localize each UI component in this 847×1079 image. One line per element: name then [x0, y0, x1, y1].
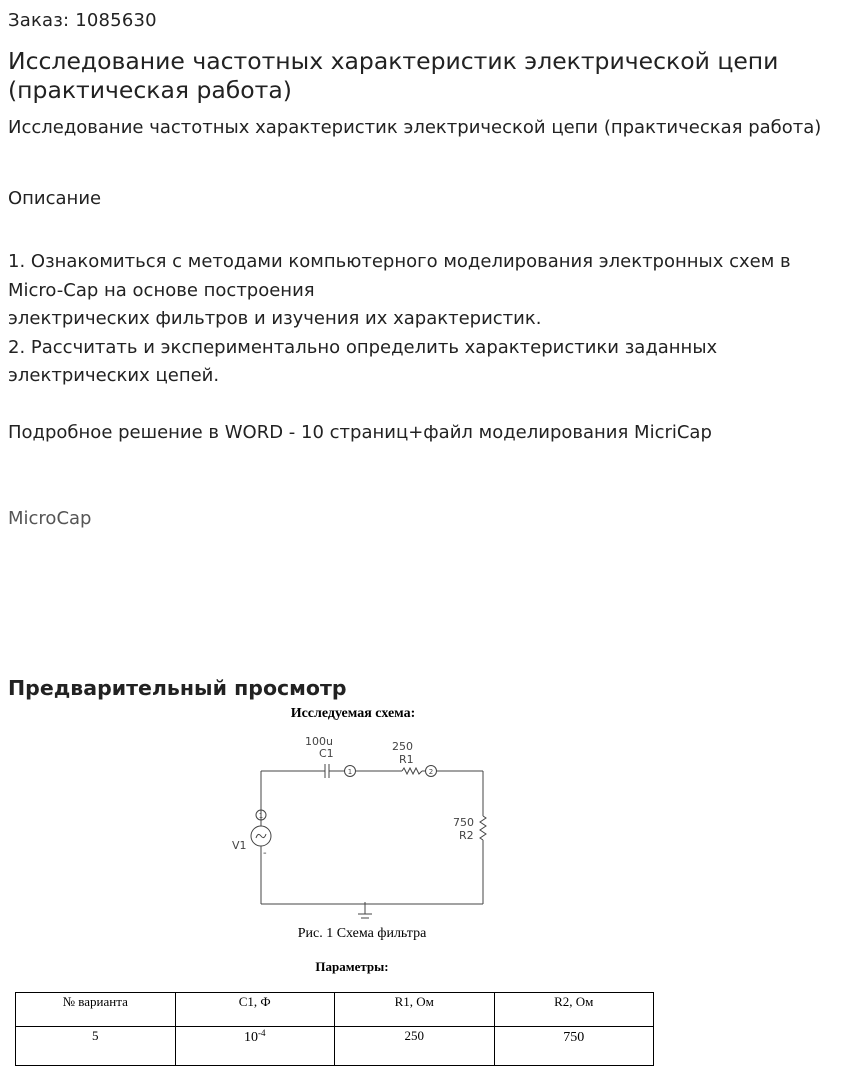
table-header-cell: № варианта: [16, 993, 176, 1027]
node-label: 1: [347, 768, 353, 776]
description: [8, 248, 843, 391]
tag-link[interactable]: MicroCap: [8, 508, 92, 529]
table-header-row: [16, 993, 654, 1027]
v1-name-label: V1: [232, 839, 247, 852]
description-heading: Описание: [8, 188, 102, 209]
table-header-cell: R2, Ом: [494, 993, 654, 1027]
description-line: электрических фильтров и изучения их характеристик.: [8, 308, 542, 329]
c1-value-label: 100u: [305, 735, 333, 748]
c1-cell: [175, 1027, 335, 1066]
description-line: 1. Ознакомиться с методами компьютерного моделирования электронных схем в Micro-Cap на основе построения: [8, 251, 791, 301]
scheme-title: Исследуемая схема:: [290, 706, 416, 721]
variant-cell: 5: [16, 1027, 176, 1066]
description-line: 2. Рассчитать и экспериментально определить характеристики заданных электрических цепей.: [8, 336, 718, 386]
c1-exponent: -4: [258, 1028, 266, 1038]
page-title: Исследование частотных характеристик электрической цепи (практическая работа): [8, 47, 779, 104]
r2-value-label: 750: [453, 816, 474, 829]
preview-heading: Предварительный просмотр: [8, 676, 347, 700]
params-table: [15, 992, 654, 1066]
order-number: Заказ: 1085630: [8, 10, 157, 31]
c1-name-label: C1: [319, 747, 334, 760]
table-header-cell: R1, Ом: [335, 993, 495, 1027]
circuit-schematic: [225, 728, 505, 924]
r1-name-label: R1: [399, 753, 414, 766]
params-title: Параметры:: [315, 959, 389, 974]
r2-cell: 750: [494, 1027, 654, 1066]
r1-cell: 250: [335, 1027, 495, 1066]
node-label: 2: [428, 768, 434, 776]
node-label: 1: [258, 812, 264, 820]
source-minus-label: -: [263, 848, 267, 859]
page-subtitle: Исследование частотных характеристик электрической цепи (практическая работа): [8, 117, 822, 138]
r2-name-label: R2: [459, 829, 474, 842]
r1-value-label: 250: [392, 740, 413, 753]
table-header-cell: C1, Ф: [175, 993, 335, 1027]
table-row: [16, 1027, 654, 1066]
word-note: Подробное решение в WORD - 10 страниц+файл моделирования MicriCap: [8, 422, 712, 443]
figure-caption: Рис. 1 Схема фильтра: [297, 926, 427, 941]
c1-base: 10: [244, 1030, 258, 1045]
